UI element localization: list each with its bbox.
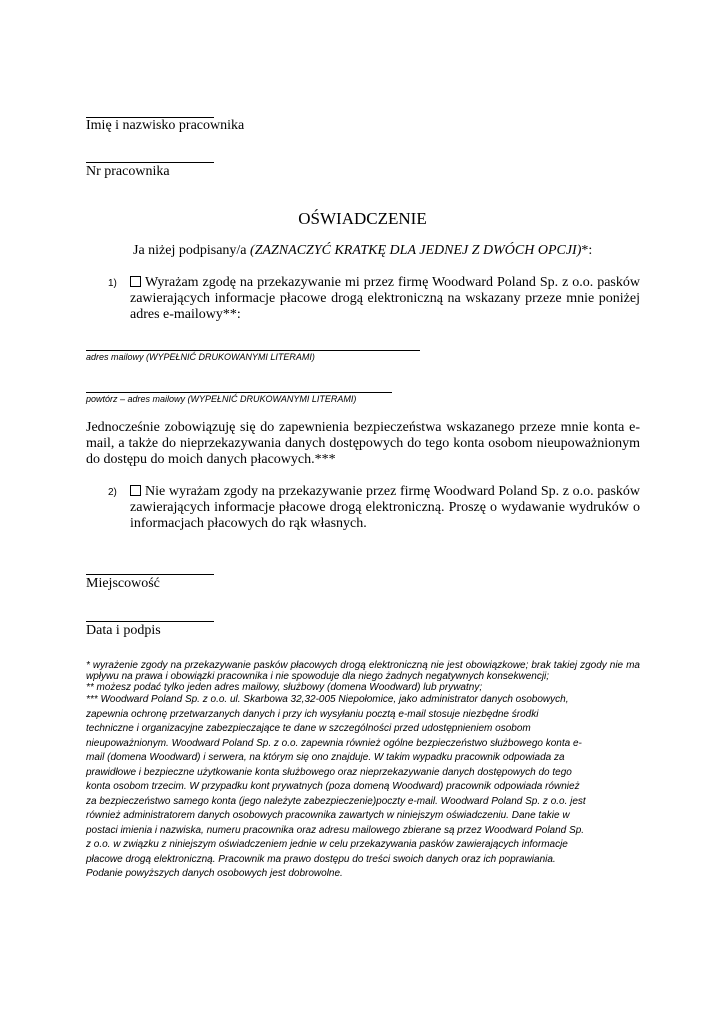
option1-number: 1) xyxy=(108,278,117,289)
intro-suffix: *: xyxy=(581,243,593,258)
email-repeat-label: powtórz – adres mailowy (WYPEŁNIĆ DRUKOWANYMI LITERAMI) xyxy=(86,394,357,404)
employee-number-line[interactable] xyxy=(86,162,214,163)
date-signature-label: Data i podpis xyxy=(86,623,161,638)
email-repeat-input-line[interactable] xyxy=(86,392,392,393)
option1-checkbox[interactable] xyxy=(130,276,141,287)
option1-text: Wyrażam zgodę na przekazywanie mi przez firmę Woodward Poland Sp. z o.o. pasków zawierających informacje płacowe drogą elektroniczną na wskazany przeze mnie poniżej adres e-mailowy**: xyxy=(130,275,640,322)
footnote-3-line: z o.o. w związku z niniejszym oświadczeniem jednie w celu przekazywania pasków zawierających informacje xyxy=(86,839,568,850)
date-signature-line[interactable] xyxy=(86,621,214,622)
place-line[interactable] xyxy=(86,574,214,575)
footnote-3-line: płacowe drogą elektroniczną. Pracownik ma prawo dostępu do treści swoich danych oraz ich poprawiania. xyxy=(86,853,556,865)
name-label: Imię i nazwisko pracownika xyxy=(86,118,245,133)
intro-prefix: Ja niżej podpisany/a xyxy=(133,243,251,258)
footnote-3-line: również administratorem danych osobowych pracownika zawartych w niniejszym oświadczeniu. Dane takie w xyxy=(86,810,570,821)
email-label: adres mailowy (WYPEŁNIĆ DRUKOWANYMI LITERAMI) xyxy=(86,352,315,362)
footnote-3-line: *** Woodward Poland Sp. z o.o. ul. Skarbowa 32,32-005 Niepołomice, jako administrator danych osobowych, xyxy=(86,694,569,705)
option2-number: 2) xyxy=(108,487,117,498)
option2-checkbox[interactable] xyxy=(130,485,141,496)
footnote-1: * wyrażenie zgody na przekazywanie pasków płacowych drogą elektroniczną nie jest obowiązkowe; brak takiej zgody nie ma wpływu na prawa i obowiązki pracownika i nie spowoduje dla niego żadnych negatywnych konsekwencji; xyxy=(86,660,640,682)
footnote-3-line: prawidłowe i bezpieczne użytkowanie konta służbowego oraz nieprzekazywanie danych dostępowych do tego xyxy=(86,766,572,778)
footnote-3-line: mail (domena Woodward) i serwera, na którym się ono znajduje. W takim wypadku pracownik odpowiada za xyxy=(86,752,565,763)
footnote-3-line: nieupoważnionym. Woodward Poland Sp. z o.o. zapewnia również ogólne bezpieczeństwo służbowego konta e- xyxy=(86,737,582,749)
employee-number-label: Nr pracownika xyxy=(86,164,170,179)
option2-text: Nie wyrażam zgody na przekazywanie przez firmę Woodward Poland Sp. z o.o. pasków zawierających informacje płacowe drogą elektroniczną. Proszę o wydawanie wydruków o informacjach płacowych do rąk własnych. xyxy=(130,484,640,531)
option1-block xyxy=(130,275,640,323)
email-input-line[interactable] xyxy=(86,350,420,351)
place-label: Miejscowość xyxy=(86,576,160,591)
footnote-3-line: Podanie powyższych danych osobowych jest dobrowolne. xyxy=(86,868,343,879)
footnote-3-line: zapewnia ochronę przetwarzanych danych i przy ich wysyłaniu pocztą e-mail stosuje niezbędne środki xyxy=(86,708,539,720)
document-title: OŚWIADCZENIE xyxy=(298,209,427,228)
footnote-3-line: techniczne i organizacyjne zabezpieczające te dane w szczególności przed udostępnieniem osobom xyxy=(86,723,531,734)
footnote-3 xyxy=(86,693,640,882)
option2-block xyxy=(130,484,640,532)
intro-statement xyxy=(133,243,592,259)
footnote-3-line: konta osobom trzecim. W przypadku kont prywatnych (poza domeną Woodward) pracownik odpowiada również xyxy=(86,781,580,792)
footnote-3-line: postaci imienia i nazwiska, numeru pracownika oraz adresu mailowego zbierane są przez Woodward Poland Sp. xyxy=(86,824,585,836)
footnotes xyxy=(86,660,640,882)
commitment-paragraph: Jednocześnie zobowiązuję się do zapewnienia bezpieczeństwa wskazanego przeze mnie konta e-mail, a także do nieprzekazywania danych dostępowych do tego konta osobom nieupoważnionym do dostępu do moich danych płacowych.*** xyxy=(86,420,640,467)
footnote-2: ** możesz podać tylko jeden adres mailowy, służbowy (domena Woodward) lub prywatny; xyxy=(86,682,483,693)
intro-instruction: (ZAZNACZYĆ KRATKĘ DLA JEDNEJ Z DWÓCH OPCJI) xyxy=(250,243,582,258)
footnote-3-line: za bezpieczeństwo samego konta (jego należyte zabezpieczenie)poczty e-mail. Woodward Poland Sp. z o.o. jest xyxy=(86,795,586,807)
